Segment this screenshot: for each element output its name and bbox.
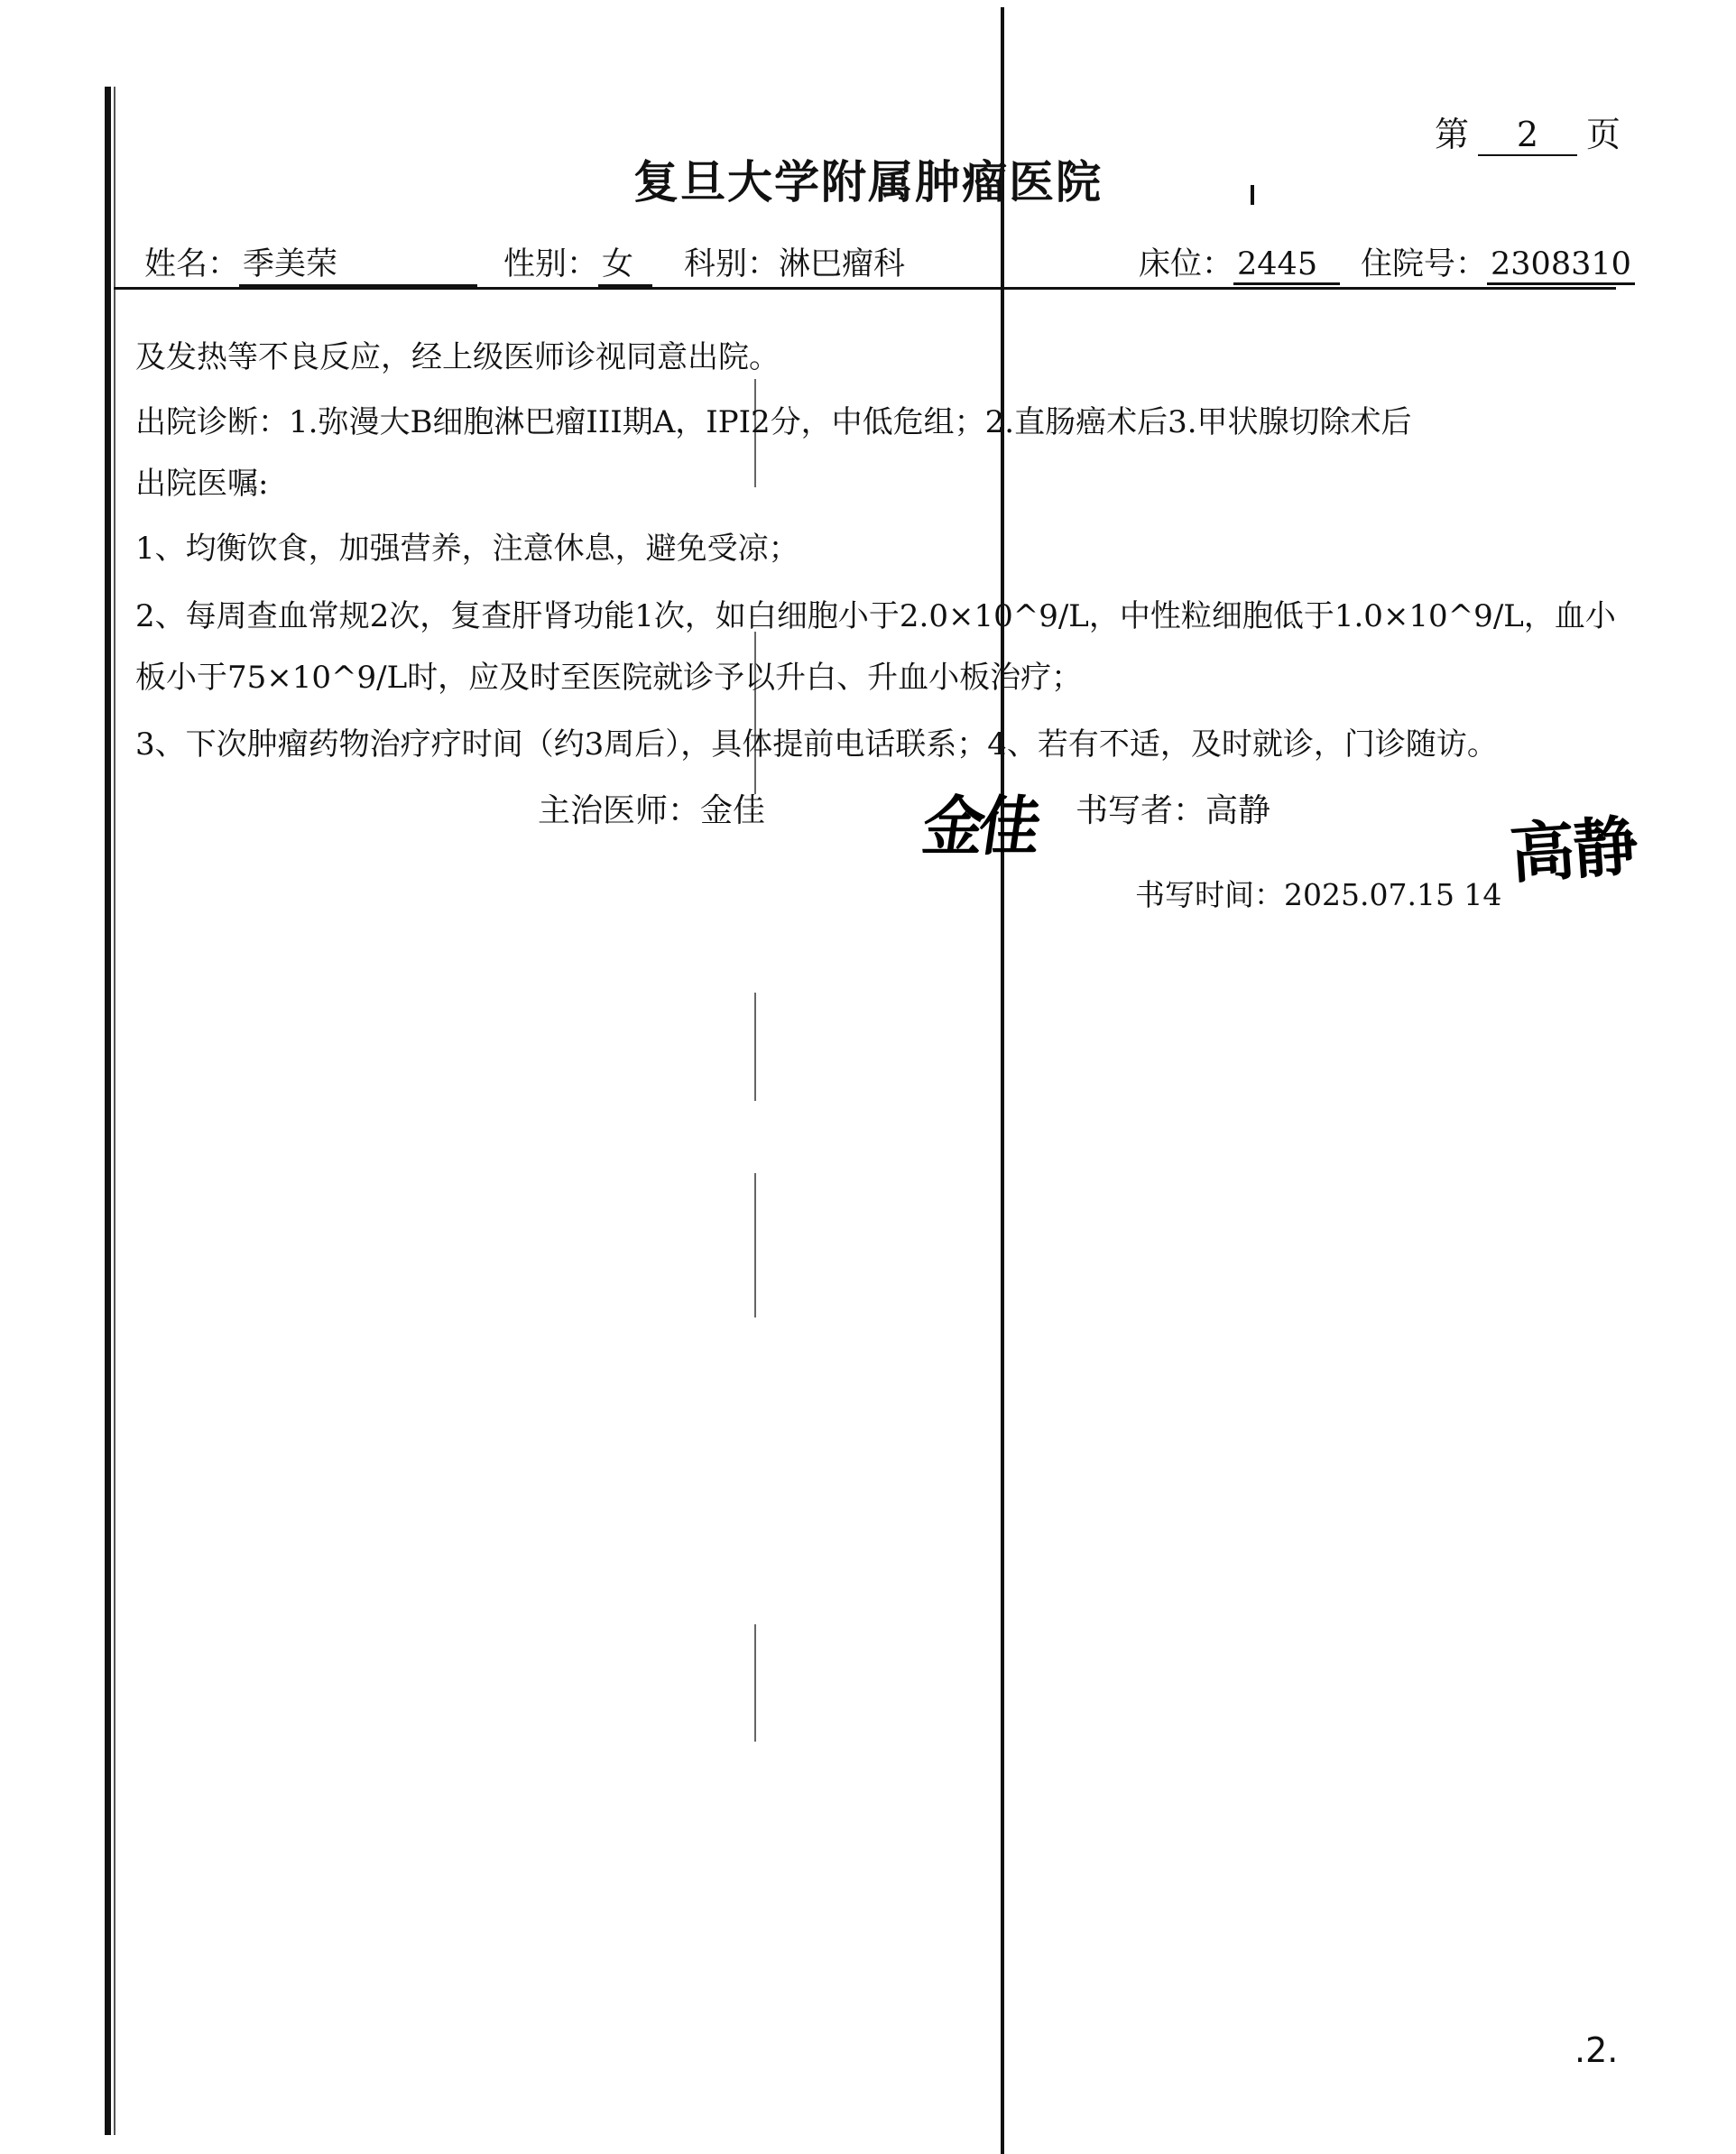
bed-number: 2445 xyxy=(1233,246,1340,285)
attending-signature: 金佳 xyxy=(918,790,1040,865)
patient-name-field xyxy=(144,239,477,287)
order-item: 1、均衡饮食，加强营养，注意休息，避免受凉； xyxy=(135,531,799,567)
admission-label: 住院号： xyxy=(1361,246,1488,282)
department-field xyxy=(684,239,905,284)
admission-field xyxy=(1361,239,1635,285)
patient-name: 季美荣 xyxy=(239,239,477,287)
department: 淋巴瘤科 xyxy=(779,246,906,282)
writer-signature: 高静 xyxy=(1507,808,1639,892)
name-label: 姓名： xyxy=(144,246,240,282)
bed-field xyxy=(1139,239,1340,285)
scan-border-left-inner xyxy=(114,87,115,2135)
scan-streak xyxy=(754,993,756,1101)
discharge-diagnosis: 出院诊断：1.弥漫大B细胞淋巴瘤III期A，IPI2分，中低危组；2.直肠癌术后3.甲状腺切除术后 xyxy=(135,404,1412,440)
admission-number: 2308310 xyxy=(1487,246,1635,285)
order-item-continued: 板小于75×10^9/L时，应及时至医院就诊予以升白、升血小板治疗； xyxy=(135,660,1083,696)
order-item: 2、每周查血常规2次，复查肝肾功能1次，如白细胞小于2.0×10^9/L，中性粒细胞低于1.0×10^9/L，血小 xyxy=(135,598,1616,634)
body-line: 及发热等不良反应，经上级医师诊视同意出院。 xyxy=(135,339,780,375)
writer-label: 书写者： xyxy=(1076,792,1206,829)
writing-time xyxy=(1135,872,1501,914)
attending-name: 金佳 xyxy=(700,792,766,829)
writer xyxy=(1076,785,1270,831)
page-number: 2 xyxy=(1478,115,1577,156)
time-label: 书写时间： xyxy=(1135,877,1284,912)
attending-physician xyxy=(538,785,765,831)
scan-border-left xyxy=(105,87,111,2135)
time-value: 2025.07.15 14 xyxy=(1284,877,1502,912)
scan-streak xyxy=(754,1173,756,1317)
scan-streak xyxy=(754,1624,756,1742)
scan-fold-line xyxy=(1001,7,1004,2154)
writer-name: 高静 xyxy=(1205,792,1271,829)
page-prefix: 第 xyxy=(1435,115,1470,154)
bed-label: 床位： xyxy=(1139,246,1234,282)
header-rule xyxy=(114,287,1616,290)
patient-sex: 女 xyxy=(598,239,652,287)
sex-label: 性别： xyxy=(503,246,599,282)
order-item: 3、下次肿瘤药物治疗疗时间（约3周后），具体提前电话联系；4、若有不适，及时就诊，门诊随访。 xyxy=(135,726,1498,763)
page-mark: .2. xyxy=(1574,2030,1619,2070)
discharge-orders-heading: 出院医嘱: xyxy=(135,466,269,502)
dept-label: 科别： xyxy=(684,246,780,282)
attending-label: 主治医师： xyxy=(538,792,701,829)
page-suffix: 页 xyxy=(1586,115,1621,154)
patient-sex-field xyxy=(503,239,652,287)
hospital-title: 复旦大学附属肿瘤医院 xyxy=(633,156,1103,208)
